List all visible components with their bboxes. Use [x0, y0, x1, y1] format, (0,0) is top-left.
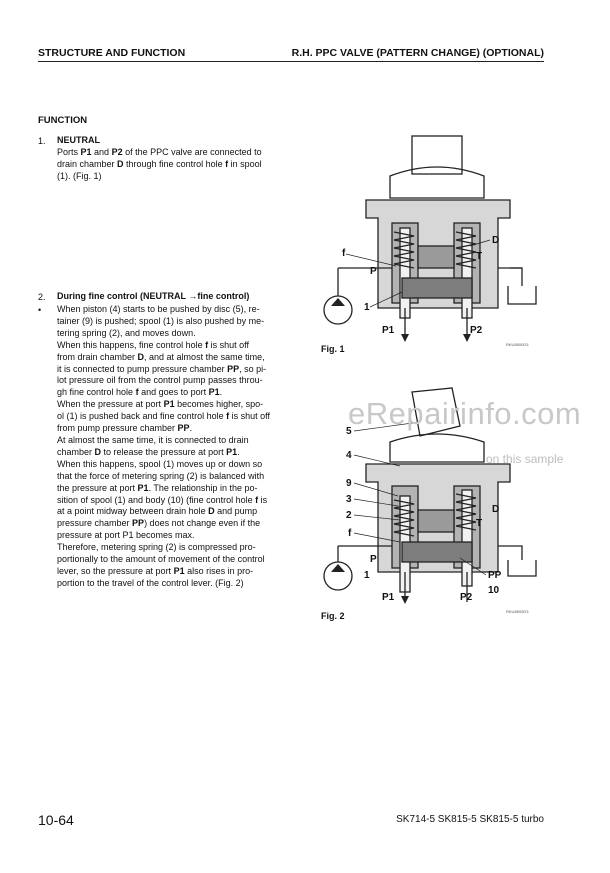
- fig2-p1-arrow: [401, 596, 409, 604]
- watermark-text: eRepairinfo.com: [348, 396, 582, 431]
- item-1-heading: NEUTRAL: [57, 135, 100, 145]
- text-line: When the pressure at port P1 becomes higher, spo-: [57, 399, 264, 410]
- figure-1-caption: Fig. 1: [321, 344, 345, 354]
- bold-term: f: [226, 411, 230, 422]
- text-line: lot pressure oil from the control pump passes throu-: [57, 375, 263, 386]
- bold-term: P1: [137, 482, 149, 493]
- bold-term: f: [205, 339, 209, 350]
- model-list: SK714-5 SK815-5 SK815-5 turbo: [396, 814, 544, 825]
- text-line: (1). (Fig. 1): [57, 170, 102, 181]
- text-line: drain chamber D through fine control hole f in spool: [57, 158, 262, 169]
- bold-term: f: [255, 494, 259, 505]
- text-line: chamber D to release the pressure at port P1.: [57, 446, 240, 457]
- text-line: When this happens, fine control hole f is shut off: [57, 339, 249, 350]
- fig1-pressure-chamber: [402, 278, 472, 298]
- text-line: portionally to the amount of movement of the control: [57, 554, 265, 565]
- fig1-label-d: D: [492, 235, 500, 246]
- bold-term: P1: [163, 399, 175, 410]
- item-2-number: 2.: [38, 292, 46, 302]
- fig2-label-p1: P1: [382, 592, 395, 603]
- fig1-p1-arrow: [401, 334, 409, 342]
- watermark-subtext: on this sample: [486, 452, 564, 466]
- fig1-label-p1: P1: [382, 325, 395, 336]
- header-section-title: STRUCTURE AND FUNCTION: [38, 47, 186, 59]
- bold-term: P1: [80, 146, 92, 157]
- text-line: tainer (9) is pushed; spool (1) is also pushed by me-: [57, 315, 265, 326]
- fig2-label-9: 9: [346, 478, 352, 489]
- text-line: pressure chamber PP) does not change even if the: [57, 518, 261, 529]
- item-2-heading: During fine control (NEUTRAL →fine control): [57, 291, 250, 301]
- text-line: that the force of metering spring (2) is balanced with: [57, 470, 265, 481]
- text-line: When this happens, spool (1) moves up or down so: [57, 458, 263, 469]
- text-line: At almost the same time, it is connected to drain: [57, 434, 249, 445]
- fig1-label-p2: P2: [470, 325, 483, 336]
- item-2-heading-block: [57, 291, 287, 303]
- figure-2-code: RKU8500D3: [506, 609, 529, 614]
- text-line: Ports P1 and P2 of the PPC valve are connected to: [57, 146, 262, 157]
- item-2-bullet: •: [38, 305, 42, 315]
- text-line: portion to the travel of the control lever. (Fig. 2): [57, 577, 244, 588]
- fig2-label-f: f: [348, 528, 352, 539]
- bold-term: D: [208, 506, 215, 517]
- bold-term: P2: [111, 146, 123, 157]
- figure-2-caption: Fig. 2: [321, 611, 345, 621]
- fig2-label-d: D: [492, 504, 500, 515]
- fig2-pump-arrow: [331, 564, 345, 572]
- figure-1-code: RKU8500D3: [506, 342, 529, 347]
- fig1-label-p: P: [370, 266, 377, 277]
- fig1-drain-pipe: [510, 268, 522, 286]
- bold-term: D: [94, 446, 102, 457]
- fig1-label-t: T: [476, 251, 483, 262]
- fig2-tank: [508, 560, 536, 576]
- item-2-body: [57, 304, 279, 590]
- bold-term: PP: [227, 363, 240, 374]
- text-line: from pump pressure chamber PP.: [57, 423, 193, 434]
- page-number: 10-64: [38, 812, 74, 828]
- fig2-drain-pipe: [498, 546, 522, 560]
- header-page-topic: R.H. PPC VALVE (PATTERN CHANGE) (OPTIONAL): [291, 47, 544, 59]
- fig2-boot: [390, 434, 484, 462]
- text-line: from drain chamber D, and at almost the same time,: [57, 351, 265, 362]
- bold-term: D: [137, 351, 145, 362]
- fig1-tank: [508, 286, 536, 304]
- fig1-label-1: 1: [364, 302, 370, 313]
- fig2-label-3: 3: [346, 494, 352, 505]
- fig2-label-1: 1: [364, 570, 370, 581]
- text-line: lever, so the pressure at port P1 also rises in pro-: [57, 565, 254, 576]
- item-1-block: [57, 135, 279, 183]
- text-line: Therefore, metering spring (2) is compressed pro-: [57, 542, 256, 553]
- text-line: at a point midway between drain hole D and pump: [57, 506, 258, 517]
- header-divider: [38, 61, 544, 62]
- fig2-label-t: T: [476, 518, 483, 529]
- fig1-label-f: f: [342, 248, 346, 259]
- bold-term: f: [135, 387, 139, 398]
- section-title: FUNCTION: [38, 115, 88, 126]
- fig1-pump-arrow: [331, 298, 345, 306]
- fig1-drain-chamber: [418, 246, 454, 268]
- fig2-label-p2: P2: [460, 592, 473, 603]
- text-line: When piston (4) starts to be pushed by disc (5), re-: [57, 304, 260, 314]
- item-2-block: [57, 304, 279, 590]
- text-line: tering spring (2), and moves down.: [57, 327, 196, 338]
- figure-1-diagram: [320, 128, 550, 348]
- text-line: sition of spool (1) and body (10) (fine control hole f is: [57, 494, 268, 505]
- bold-term: P1: [208, 387, 220, 398]
- text-line: gh fine control hole f and goes to port P1.: [57, 387, 223, 398]
- fig2-label-4: 4: [346, 450, 352, 461]
- item-1-number: 1.: [38, 136, 46, 146]
- text-line: the pressure at port P1. The relationship in the po-: [57, 482, 258, 493]
- item-1-body: [57, 147, 279, 183]
- bold-term: P1: [173, 565, 185, 576]
- bold-term: P1: [226, 446, 238, 457]
- fig2-label-p: P: [370, 554, 377, 565]
- fig2-label-5: 5: [346, 426, 352, 437]
- fig2-label-10: 10: [488, 585, 500, 596]
- fig2-label-2: 2: [346, 510, 352, 521]
- bold-term: D: [117, 158, 124, 169]
- bold-term: f: [225, 158, 229, 169]
- text-line: it is connected to pump pressure chamber PP, so pi-: [57, 363, 267, 374]
- text-line: ol (1) is pushed back and fine control hole f is shut off: [57, 411, 270, 422]
- fig1-boot: [390, 167, 484, 198]
- text-line: pressure at port P1 becomes max.: [57, 530, 195, 541]
- fig2-label-pp: PP: [488, 570, 502, 581]
- fig2-drain-chamber: [418, 510, 454, 532]
- bold-term: PP: [132, 518, 145, 529]
- bold-term: PP: [177, 423, 190, 434]
